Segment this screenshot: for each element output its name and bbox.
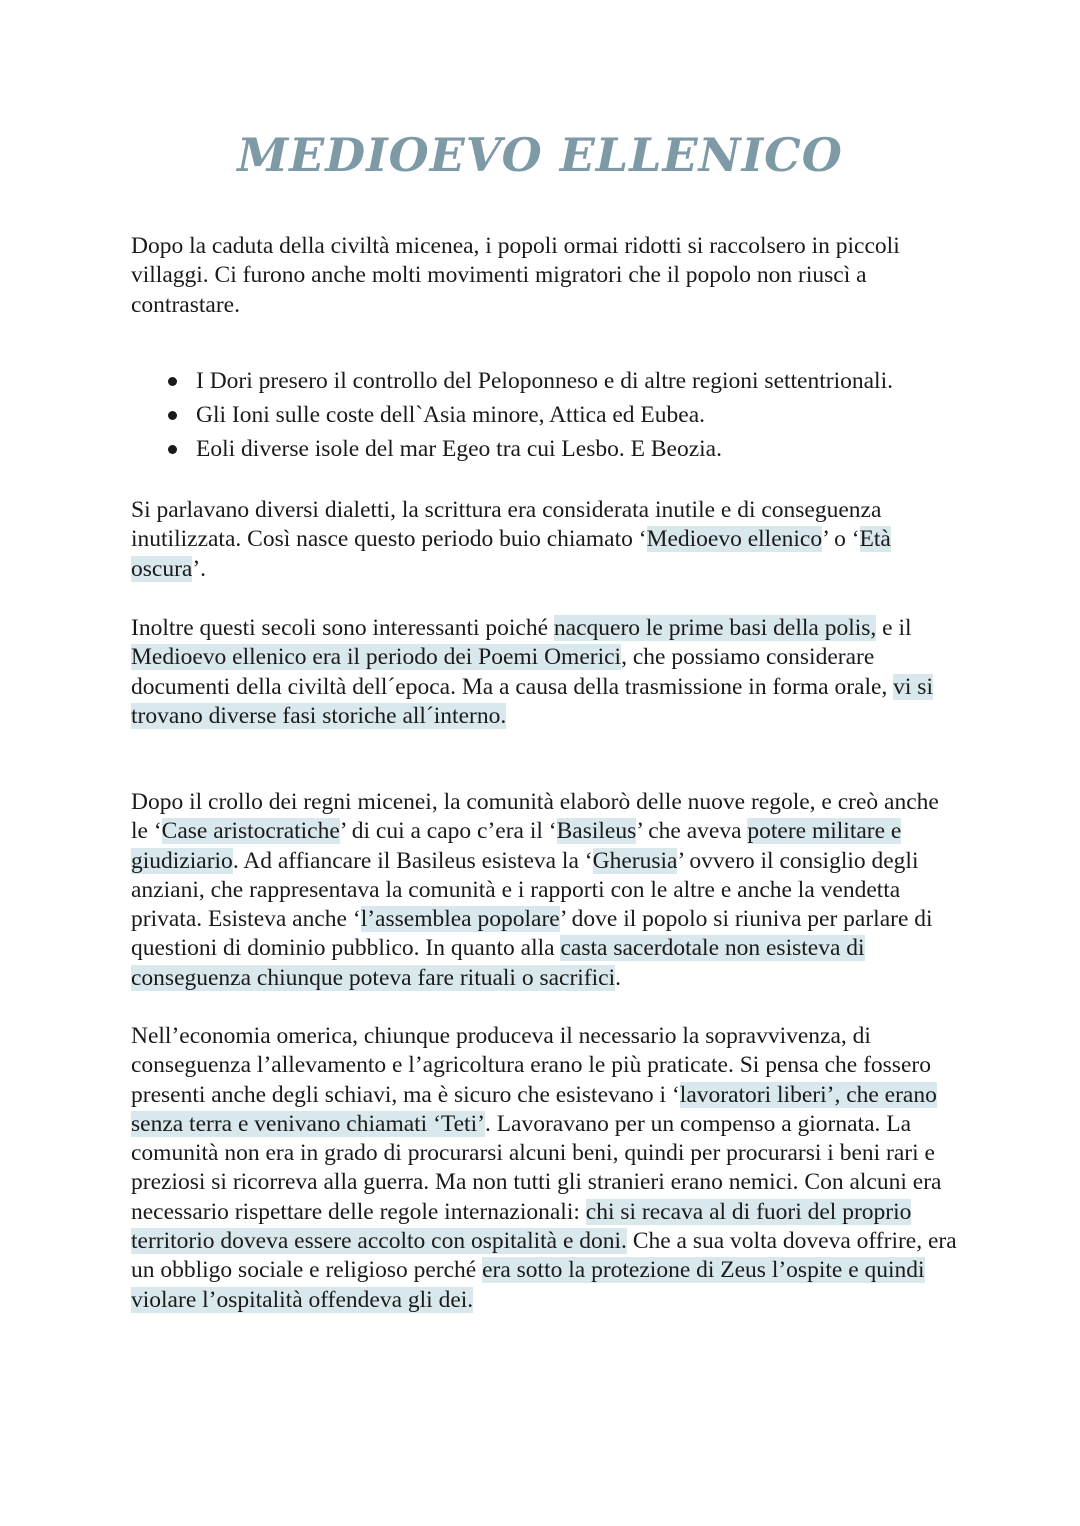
highlight: Medioevo ellenico era il periodo dei Poemi Omerici xyxy=(131,644,622,671)
page-title: MEDIOEVO ELLENICO xyxy=(237,128,843,182)
highlight: l’assemblea popolare xyxy=(360,906,560,933)
highlight: Basileus xyxy=(556,818,637,845)
highlight: potere militare e giudiziario xyxy=(131,818,902,874)
list-item: Gli Ioni sulle coste dell`Asia minore, Attica ed Eubea. xyxy=(131,398,991,432)
comunita-paragraph: Dopo il crollo dei regni micenei, la comunità elaborò delle nuove regole, e creò anche le ‘Case aristocratiche’ di cui a capo c’era il ‘Basileus’ che aveva potere militare e giudiziario. Ad affiancare il Basileus esisteva la ‘Gherusia’ ovvero il consiglio degli anziani, che rappresentava la comunità e i rapporti con le altre e anche la vendetta privata. Esisteva anche ‘l’assemblea popolare’ dove il popolo si riuniva per parlare di questioni di dominio pubblico. In quanto alla casta sacerdotale non esisteva di conseguenza chiunque poteva fare rituali o sacrifici. xyxy=(131,789,939,991)
bullet-icon xyxy=(168,411,177,420)
bullet-icon xyxy=(168,377,177,386)
highlight: casta sacerdotale non esisteva di conseguenza chiunque poteva fare rituali o sacrifici xyxy=(131,935,865,991)
dialetti-paragraph: Si parlavano diversi dialetti, la scrittura era considerata inutile e di conseguenza inutilizzata. Così nasce questo periodo buio chiamato ‘Medioevo ellenico’ o ‘Età oscura’. xyxy=(131,497,891,582)
highlight: vi si trovano diverse fasi storiche all´interno. xyxy=(131,673,933,729)
highlight: nacquero le prime basi della polis, xyxy=(553,615,877,641)
list-item: I Dori presero il controllo del Peloponneso e di altre regioni settentrionali. xyxy=(131,364,991,398)
polis-paragraph: Inoltre questi secoli sono interessanti poiché nacquero le prime basi della polis, e il Medioevo ellenico era il periodo dei Poemi Omerici, che possiamo considerare documenti della civiltà dell´epoca. Ma a causa della trasmissione in forma orale, vi si trovano diverse fasi storiche all´interno. xyxy=(131,615,933,729)
bullet-icon xyxy=(168,445,177,454)
highlight: Medioevo ellenico xyxy=(646,526,823,553)
list-item: Eoli diverse isole del mar Egeo tra cui Lesbo. E Beozia. xyxy=(131,432,991,466)
migration-list xyxy=(131,364,991,466)
economia-paragraph: Nell’economia omerica, chiunque produceva il necessario la sopravvivenza, di conseguenza l’allevamento e l’agricoltura erano le più praticate. Si pensa che fossero presenti anche degli schiavi, ma è sicuro che esistevano i ‘lavoratori liberi’, che erano senza terra e venivano chiamati ‘Teti’. Lavoravano per un compenso a giornata. La comunità non era in grado di procurarsi alcuni beni, quindi per procurarsi i beni rari e preziosi si ricorreva alla guerra. Ma non tutti gli stranieri erano nemici. Con alcuni era necessario rispettare delle regole internazionali: chi si recava al di fuori del proprio territorio doveva essere accolto con ospitalità e doni. Che a sua volta doveva offrire, era un obbligo sociale e religioso perché era sotto la protezione di Zeus l’ospite e quindi violare l’ospitalità offendeva gli dei. xyxy=(131,1023,957,1313)
highlight: chi si recava al di fuori del proprio territorio doveva essere accolto con ospitalità e doni. xyxy=(131,1198,912,1255)
highlight: Età oscura xyxy=(131,526,891,582)
highlight: lavoratori liberi’, che erano senza terra e venivano chiamati ‘Teti’ xyxy=(131,1081,937,1137)
highlight: era sotto la protezione di Zeus l’ospite e quindi violare l’ospitalità offendeva gli dei. xyxy=(131,1257,925,1313)
highlight: Case aristocratiche xyxy=(161,818,340,845)
intro-paragraph: Dopo la caduta della civiltà micenea, i popoli ormai ridotti si raccolsero in piccoli villaggi. Ci furono anche molti movimenti migratori che il popolo non riuscì a contrastare. xyxy=(131,233,900,318)
highlight: Gherusia xyxy=(592,847,678,874)
